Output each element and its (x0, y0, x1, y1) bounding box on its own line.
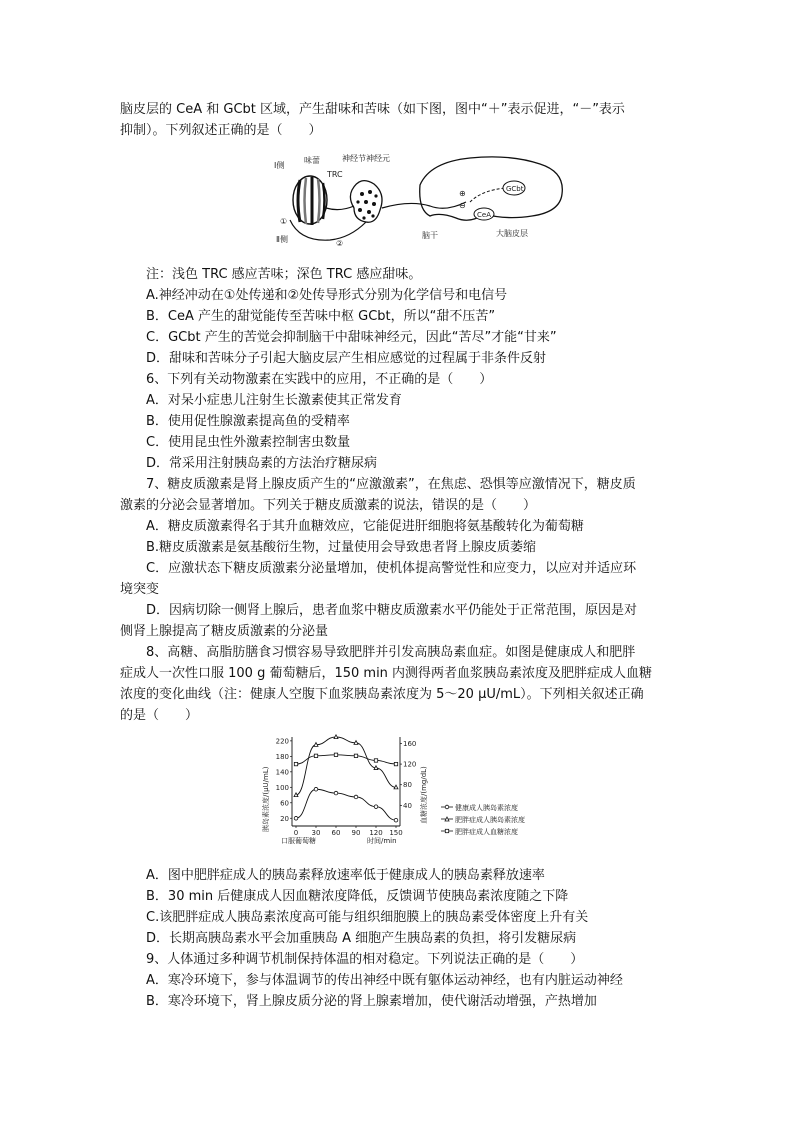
plus-sign: ⊕ (459, 189, 466, 198)
side-two-label: Ⅱ侧 (276, 235, 288, 244)
y-left-axis-label: 胰岛素浓度/(μU/mL) (262, 766, 270, 832)
y-left-tick-label: 20 (280, 814, 289, 823)
data-point-triangle (334, 735, 338, 739)
legend-triangle-marker (445, 817, 449, 821)
x-tick-label: 60 (331, 829, 341, 837)
data-point-square (334, 753, 337, 756)
question-7: 7、糖皮质激素是肾上腺皮质产生的“应激激素”，在焦虑、恐惧等应激情况下，糖皮质 (146, 477, 636, 492)
option-c-cont: 境突变 (120, 582, 160, 597)
ganglion-shape (350, 181, 382, 223)
data-point-square (374, 759, 377, 762)
x-axis-label: 时间/min (367, 837, 397, 845)
y-left-tick-label: 140 (275, 768, 289, 777)
option-d: D．因病切除一侧肾上腺后，患者血浆中糖皮质激素水平仍能处于正常范围，原因是对 (146, 603, 638, 618)
nerve-fiber-upper (326, 206, 354, 210)
data-point-circle (394, 818, 398, 822)
text-line: 抑制）。下列叙述正确的是（ ） (120, 123, 322, 138)
insulin-glucose-chart (255, 734, 565, 846)
option-d: D．常采用注射胰岛素的方法治疗糖尿病 (146, 456, 378, 471)
taste-bud-label: 味蕾 (304, 156, 320, 165)
side-one-label: Ⅰ侧 (274, 161, 285, 170)
data-point-square (394, 762, 397, 765)
data-point-triangle (314, 743, 318, 747)
legend (441, 803, 525, 836)
option-a: A．寒冷环境下，参与体温调节的传出神经中既有躯体运动神经，也有内脏运动神经 (146, 973, 623, 988)
option-a: A．糖皮质激素得名于其升血糖效应，它能促进肝细胞将氨基酸转化为葡萄糖 (146, 519, 584, 534)
cea-label: CeA (477, 211, 491, 219)
x-note: 口服葡萄糖 (281, 837, 316, 845)
data-point-square (354, 754, 357, 757)
legend-obese-glucose: 肥胖症成人血糖浓度 (455, 828, 518, 836)
option-b: B．30 min 后健康成人因血糖浓度降低，反馈调节使胰岛素浓度随之下降 (146, 889, 569, 904)
data-point-circle (334, 791, 338, 795)
y-left-tick-label: 60 (280, 799, 289, 808)
option-c: C．使用昆虫性外激素控制害虫数量 (146, 435, 351, 450)
legend-obese-insulin: 肥胖症成人胰岛素浓度 (455, 816, 525, 824)
cortex-label: 大脑皮层 (496, 229, 528, 238)
data-point-triangle (374, 766, 378, 770)
option-c: C．GCbt 产生的苦觉会抑制脑干中甜味神经元，因此“苦尽”才能“甘来” (146, 330, 557, 345)
question-9: 9、人体通过多种调节机制保持体温的相对稳定。下列说法正确的是（ ） (146, 952, 584, 967)
trc-label: TRC (327, 170, 343, 179)
circled-one-label: ① (280, 217, 288, 226)
option-a: A.神经冲动在①处传递和②处传导形式分别为化学信号和电信号 (146, 288, 508, 303)
y-right-tick-label: 80 (403, 781, 412, 790)
data-point-triangle (394, 785, 398, 789)
brainstem-label: 脑干 (422, 231, 438, 240)
legend-healthy-insulin: 健康成人胰岛素浓度 (455, 804, 518, 812)
option-a: A．对呆小症患儿注射生长激素使其正常发育 (146, 393, 402, 408)
x-tick-label: 90 (351, 829, 361, 837)
option-b: B．CeA 产生的甜觉能传至苦味中枢 GCbt，所以“甜不压苦” (146, 309, 496, 324)
data-point-square (314, 754, 317, 757)
ganglion-label: 神经节神经元 (342, 154, 390, 163)
y-left-tick-label: 100 (275, 783, 289, 792)
data-point-square (294, 762, 297, 765)
nerve-fiber-lower (290, 220, 366, 240)
data-point-circle (354, 795, 358, 799)
option-d: D．长期高胰岛素水平会加重胰岛 A 细胞产生胰岛素的负担，将引发糖尿病 (146, 931, 577, 946)
circled-two-label: ② (336, 239, 344, 248)
y-left-tick-label: 180 (275, 752, 289, 761)
option-a: A．图中肥胖症成人的胰岛素释放速率低于健康成人的胰岛素释放速率 (146, 868, 545, 883)
option-d: D．甜味和苦味分子引起大脑皮层产生相应感觉的过程属于非条件反射 (146, 351, 547, 366)
legend-square-marker (445, 829, 448, 832)
y-right-tick-label: 160 (403, 739, 417, 748)
y-right-axis-label: 血糖浓度/(mg/dL) (420, 766, 428, 824)
question-8-cont: 浓度的变化曲线（注：健康人空腹下血浆胰岛素浓度为 5～20 μU/mL）。下列相关叙述正确 (120, 687, 644, 702)
x-tick-label: 0 (293, 829, 299, 837)
x-tick-label: 30 (311, 829, 321, 837)
question-8: 8、高糖、高脂肪膳食习惯容易导致肥胖并引发高胰岛素血症。如图是健康成人和肥胖 (146, 645, 636, 660)
figure-note: 注：浅色 TRC 感应苦味；深色 TRC 感应甜味。 (146, 267, 422, 282)
series-line-1 (296, 789, 396, 820)
option-b: B．使用促性腺激素提高鱼的受精率 (146, 414, 350, 429)
legend-circle-marker (445, 805, 449, 809)
text-line: 脑皮层的 CeA 和 GCbt 区域，产生甜味和苦味（如下图，图中“＋”表示促进，“－”表示 (120, 102, 625, 117)
option-d-cont: 侧肾上腺提高了糖皮质激素的分泌量 (120, 624, 329, 639)
y-right-tick-label: 40 (403, 801, 412, 810)
x-tick-label: 120 (369, 829, 383, 837)
taste-pathway-diagram (270, 150, 575, 250)
data-point-circle (294, 816, 298, 820)
y-right-tick-label: 120 (403, 760, 417, 769)
option-b: B.糖皮质激素是氨基酸衍生物，过量使用会导致患者肾上腺皮质萎缩 (146, 540, 537, 555)
series-line-3 (296, 755, 396, 764)
x-tick-label: 150 (389, 829, 403, 837)
minus-sign: ⊖ (459, 201, 466, 210)
data-point-circle (314, 787, 318, 791)
data-point-triangle (354, 741, 358, 745)
y-left-tick-label: 220 (275, 737, 289, 746)
question-6: 6、下列有关动物激素在实践中的应用，不正确的是（ ） (146, 372, 493, 387)
question-8-cont: 的是（ ） (120, 708, 199, 723)
gcbt-label: GCbt (506, 185, 524, 193)
series-line-2 (296, 737, 396, 795)
question-7-cont: 激素的分泌会显著增加。下列关于糖皮质激素的说法，错误的是（ ） (120, 498, 537, 513)
option-b: B．寒冷环境下，肾上腺皮质分泌的肾上腺素增加，使代谢活动增强，产热增加 (146, 994, 597, 1009)
option-c: C.该肥胖症成人胰岛素浓度高可能与组织细胞膜上的胰岛素受体密度上升有关 (146, 910, 589, 925)
taste-bud-shape (293, 176, 327, 225)
option-c: C．应激状态下糖皮质激素分泌量增加，使机体提高警觉性和应变力，以应对并适应环 (146, 561, 637, 576)
data-point-triangle (294, 793, 298, 797)
data-point-circle (374, 805, 378, 809)
question-8-cont: 症成人一次性口服 100 g 葡萄糖后，150 min 内测得两者血浆胰岛素浓度及肥胖症成人血糖 (120, 666, 653, 681)
